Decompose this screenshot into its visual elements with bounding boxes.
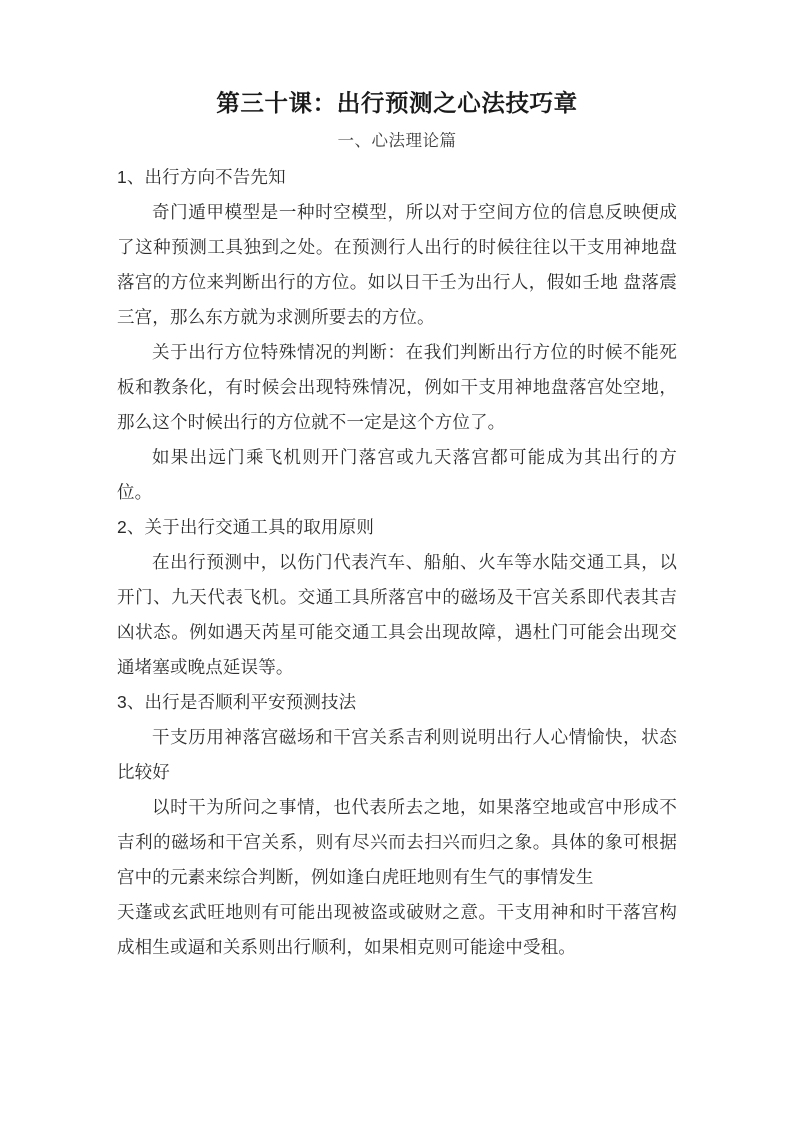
paragraph: 关于出行方位特殊情况的判断：在我们判断出行方位的时候不能死板和教条化，有时候会出现特殊情况，例如干支用神地盘落宫处空地，那么这个时候出行的方位就不一定是这个方位了。 xyxy=(117,342,677,432)
paragraph: 天蓬或玄武旺地则有可能出现被盗或破财之意。干支用神和时干落宫构成相生或逼和关系则出行顺利，如果相克则可能途中受租。 xyxy=(117,902,677,957)
page-title: 第三十课：出行预测之心法技巧章 xyxy=(216,90,578,116)
section-heading-2: 2、关于出行交通工具的取用原则 xyxy=(117,517,374,537)
page-subtitle: 一、心法理论篇 xyxy=(337,132,457,150)
paragraph: 奇门遁甲模型是一种时空模型，所以对于空间方位的信息反映便成了这种预测工具独到之处。在预测行人出行的时候往往以干支用神地盘落宫的方位来判断出行的方位。如以日干壬为出行人，假如壬地 盘落震三宫，那么东方就为求测所要去的方位。 xyxy=(117,202,677,327)
document-content xyxy=(117,86,677,965)
paragraph: 在出行预测中，以伤门代表汽车、船舶、火车等水陆交通工具，以开门、九天代表飞机。交通工具所落宫中的磁场及干宫关系即代表其吉凶状态。例如遇天芮星可能交通工具会出现故障，遇杜门可能会出现交通堵塞或晚点延误等。 xyxy=(117,552,677,677)
paragraph: 干支历用神落宫磁场和干宫关系吉利则说明出行人心情愉快，状态比较好 xyxy=(117,727,677,782)
section-heading-1: 1、出行方向不告先知 xyxy=(117,167,286,187)
paragraph: 如果出远门乘飞机则开门落宫或九天落宫都可能成为其出行的方位。 xyxy=(117,447,677,502)
paragraph: 以时干为所问之事情，也代表所去之地，如果落空地或宫中形成不吉利的磁场和干宫关系，则有尽兴而去扫兴而归之象。具体的象可根据宫中的元素来综合判断，例如逢白虎旺地则有生气的事情发生 xyxy=(117,797,677,887)
section-heading-3: 3、出行是否顺利平安预测技法 xyxy=(117,692,357,712)
